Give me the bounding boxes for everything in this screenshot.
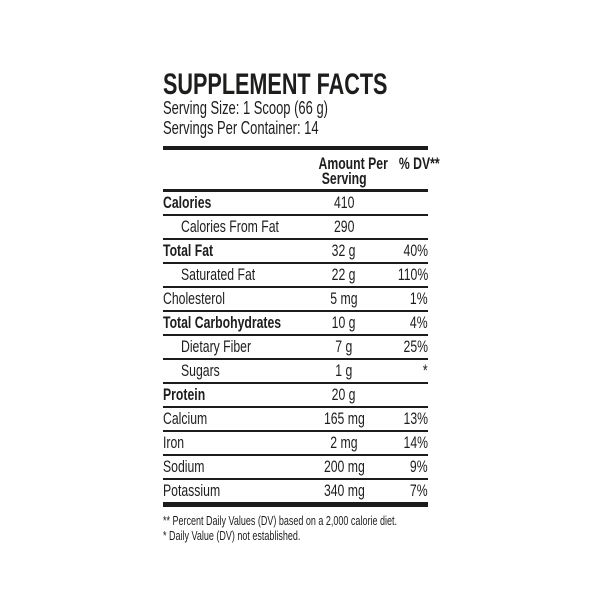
row-label: Sugars <box>181 361 220 380</box>
row-dv: 14% <box>403 433 428 452</box>
row-amount: 20 g <box>332 385 356 404</box>
row-amount: 5 mg <box>330 289 358 308</box>
row-label: Calcium <box>163 409 208 428</box>
row-dv: 110% <box>397 265 428 284</box>
row-amount: 200 mg <box>323 457 365 476</box>
row-amount: 22 g <box>332 265 356 284</box>
row-dv: 7% <box>410 481 428 500</box>
table-row-protein <box>163 384 428 408</box>
row-amount: 10 g <box>332 313 356 332</box>
row-amount: 1 g <box>335 361 353 380</box>
servings-per-container-text: Servings Per Container: 14 <box>163 118 319 138</box>
table-row-saturated-fat <box>163 264 428 288</box>
row-amount: 32 g <box>332 241 356 260</box>
table-row-calories <box>163 192 428 216</box>
row-amount: 290 <box>333 217 355 236</box>
row-dv: 9% <box>410 457 428 476</box>
row-label: Total Carbohydrates <box>163 313 282 332</box>
row-amount: 2 mg <box>330 433 358 452</box>
column-header-amount-line1: Amount Per <box>318 154 388 173</box>
table-row-calcium <box>163 408 428 432</box>
row-dv: 13% <box>403 409 428 428</box>
serving-size-text: Serving Size: 1 Scoop (66 g) <box>163 98 328 118</box>
row-label: Sodium <box>163 457 205 476</box>
label-title-text: SUPPLEMENT FACTS <box>163 68 388 101</box>
row-dv: 40% <box>403 241 428 260</box>
column-header-amount-line2: Serving <box>321 169 367 188</box>
row-label: Total Fat <box>163 241 214 260</box>
row-label: Protein <box>163 385 206 404</box>
row-dv: 25% <box>403 337 428 356</box>
row-label: Potassium <box>163 481 221 500</box>
row-amount: 410 <box>333 193 355 212</box>
footnote-dv <box>163 514 428 529</box>
footnote-not-established-text: * Daily Value (DV) not established. <box>163 529 301 543</box>
label-title <box>163 68 428 101</box>
column-header-dv-text: % DV** <box>398 154 440 173</box>
table-row-total-fat <box>163 240 428 264</box>
row-label: Iron <box>163 433 185 452</box>
row-label: Saturated Fat <box>181 265 256 284</box>
table-row-dietary-fiber <box>163 336 428 360</box>
footnote-dv-text: ** Percent Daily Values (DV) based on a 2,000 calorie diet. <box>163 514 397 528</box>
row-amount: 165 mg <box>323 409 365 428</box>
table-row-cholesterol <box>163 288 428 312</box>
row-dv: 4% <box>410 313 428 332</box>
column-header-dv <box>383 154 440 173</box>
row-label: Calories From Fat <box>181 217 279 236</box>
table-row-sodium <box>163 456 428 480</box>
row-dv: * <box>423 361 428 380</box>
table-row-total-carbohydrates <box>163 312 428 336</box>
supplement-facts-label <box>163 68 440 544</box>
table-row-sugars <box>163 360 428 384</box>
footnotes <box>163 514 428 544</box>
row-amount: 7 g <box>335 337 353 356</box>
column-header-amount <box>305 154 388 188</box>
table-header-row <box>163 146 440 192</box>
table-row-iron <box>163 432 428 456</box>
table-row-calories-from-fat <box>163 216 428 240</box>
row-label: Cholesterol <box>163 289 225 308</box>
servings-per-container <box>163 118 428 138</box>
row-label: Calories <box>163 193 212 212</box>
row-amount: 340 mg <box>323 481 365 500</box>
table-row-potassium <box>163 480 428 507</box>
row-dv: 1% <box>410 289 428 308</box>
row-label: Dietary Fiber <box>181 337 252 356</box>
footnote-not-established <box>163 529 428 544</box>
serving-size <box>163 98 428 118</box>
